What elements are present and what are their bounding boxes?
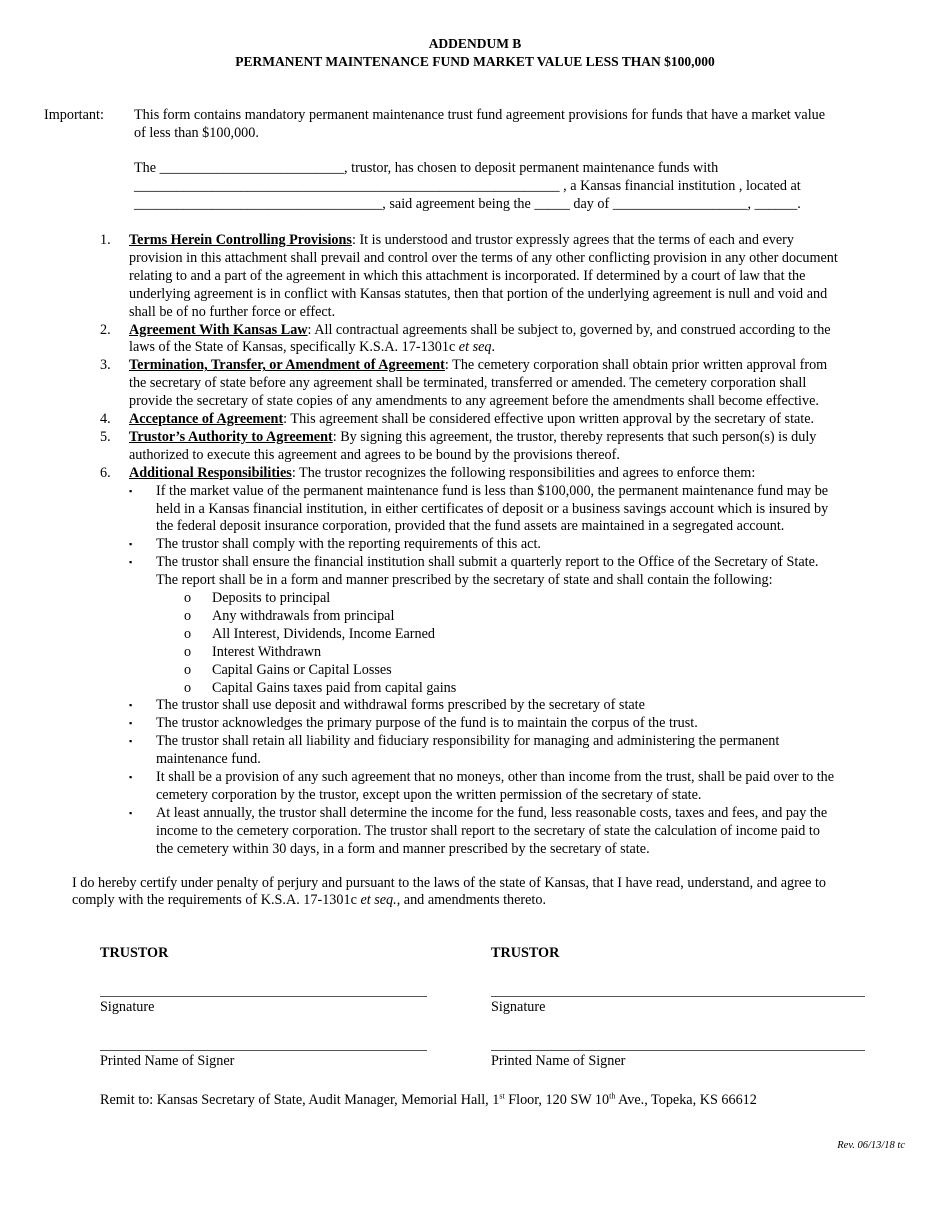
printed-name-line-left[interactable] — [100, 1050, 427, 1051]
sub-bullet-icon: o — [184, 625, 192, 642]
report-item: All Interest, Dividends, Income Earned — [212, 625, 435, 642]
provision-title: Agreement With Kansas Law — [129, 321, 308, 338]
certification-line1: I do hereby certify under penalty of perjury and pursuant to the laws of the state of Kansas, that I have read, understand, and agree to — [72, 875, 827, 891]
bullet-text: income to the cemetery corporation. The trustor shall report to the secretary of state the calculation of income paid to — [156, 822, 820, 839]
bullet-text: The trustor shall ensure the financial institution shall submit a quarterly report to the Office of the Secretary of State. — [156, 554, 819, 571]
bullet-text: The report shall be in a form and manner prescribed by the secretary of state and shall contain the following: — [156, 572, 773, 589]
provision-line: Additional Responsibilities: The trustor recognizes the following responsibilities and agrees to enforce them: — [129, 464, 756, 481]
bullet-icon: ▪ — [129, 736, 133, 747]
trustor-heading-right: TRUSTOR — [491, 945, 560, 961]
bullet-text: The trustor acknowledges the primary purpose of the fund is to maintain the corpus of the trust. — [156, 715, 698, 732]
provision-line: laws of the State of Kansas, specifically K.S.A. 17-1301c et seq. — [129, 339, 496, 356]
sub-bullet-icon: o — [184, 607, 192, 624]
bullet-text: If the market value of the permanent maintenance fund is less than $100,000, the permanent maintenance fund may be — [156, 482, 829, 499]
bullet-text: The trustor shall retain all liability and fiduciary responsibility for managing and administering the permanent — [156, 733, 780, 750]
bullet-icon: ▪ — [129, 700, 133, 711]
signature-line-left[interactable] — [100, 996, 427, 997]
provision-line: Trustor’s Authority to Agreement: By signing this agreement, the trustor, thereby represents that such person(s) is duly — [129, 428, 817, 445]
bullet-icon: ▪ — [129, 557, 133, 568]
sub-bullet-icon: o — [184, 661, 192, 678]
certification-line2: comply with the requirements of K.S.A. 17-1301c et seq., and amendments thereto. — [72, 892, 547, 908]
provision-line: authorized to execute this agreement and agrees to be bound by the provisions thereof. — [129, 446, 620, 463]
revision-note: Rev. 06/13/18 tc — [837, 1140, 905, 1151]
trustor-heading-left: TRUSTOR — [100, 945, 169, 961]
provision-number: 6. — [100, 464, 111, 481]
bullet-text: The trustor shall comply with the reporting requirements of this act. — [156, 536, 541, 553]
institution-fill-line[interactable]: ____________________________________________________________ , a Kansas financial institution , located at — [134, 178, 801, 194]
bullet-text: held in a Kansas financial institution, in either certificates of deposit or a business savings account which is insured by — [156, 500, 829, 517]
printed-name-label-left: Printed Name of Signer — [100, 1053, 235, 1069]
provision-line: Termination, Transfer, or Amendment of Agreement: The cemetery corporation shall obtain prior written approval from — [129, 357, 828, 374]
bullet-text: the federal deposit insurance corporation, provided that the fund assets are maintained in a segregated account. — [156, 518, 785, 535]
provision-line: relating to and a part of the agreement in which this attachment is incorporated. If determined by a court of law that the — [129, 267, 806, 284]
provision-line: Terms Herein Controlling Provisions: It is understood and trustor expressly agrees that the terms of each and every — [129, 232, 794, 248]
provision-line: shall be of no further force or effect. — [129, 303, 336, 320]
provision-number: 5. — [100, 428, 111, 445]
report-item: Capital Gains or Capital Losses — [212, 661, 392, 678]
bullet-text: The trustor shall use deposit and withdrawal forms prescribed by the secretary of state — [156, 697, 645, 714]
provision-title: Terms Herein Controlling Provisions — [129, 232, 352, 248]
bullet-text: cemetery corporation by the trustor, except upon the written permission of the secretary of state. — [156, 786, 702, 803]
report-item: Capital Gains taxes paid from capital gains — [212, 679, 457, 696]
bullet-text: It shall be a provision of any such agreement that no moneys, other than income from the trust, shall be paid over to the — [156, 769, 835, 785]
provision-title: Trustor’s Authority to Agreement — [129, 428, 333, 445]
bullet-text: the cemetery within 30 days, in a form and manner prescribed by the secretary of state. — [156, 840, 650, 857]
trustor-fill-line[interactable]: The __________________________, trustor, has chosen to deposit permanent maintenance funds with — [134, 160, 719, 176]
sub-bullet-icon: o — [184, 679, 192, 696]
provision-number: 3. — [100, 357, 111, 374]
signature-line-right[interactable] — [491, 996, 865, 997]
important-text-line2: of less than $100,000. — [134, 125, 259, 141]
provision-line: provide the secretary of state copies of any amendments to any agreement before the amendments shall become effective. — [129, 393, 819, 410]
bullet-text: maintenance fund. — [156, 751, 261, 768]
provision-number: 1. — [100, 232, 111, 248]
bullet-icon: ▪ — [129, 807, 133, 818]
remit-address: Remit to: Kansas Secretary of State, Audit Manager, Memorial Hall, 1st Floor, 120 SW 10th Ave., Topeka, KS 66612 — [100, 1091, 757, 1108]
page-title: ADDENDUM B — [428, 36, 522, 51]
signature-label-left: Signature — [100, 999, 155, 1015]
report-item: Deposits to principal — [212, 590, 331, 606]
printed-name-label-right: Printed Name of Signer — [491, 1053, 626, 1069]
provision-line: Acceptance of Agreement: This agreement shall be considered effective upon written approval by the secretary of state. — [129, 411, 815, 427]
report-item: Interest Withdrawn — [212, 643, 322, 660]
provision-line: provision in this attachment shall prevail and control over the terms of any other conflicting provision in any other document — [129, 249, 838, 266]
sub-bullet-icon: o — [184, 590, 192, 606]
bullet-icon: ▪ — [129, 539, 133, 550]
bullet-icon: ▪ — [129, 772, 133, 782]
bullet-text: At least annually, the trustor shall determine the income for the fund, less reasonable costs, taxes and fees, and pay the — [156, 804, 828, 821]
signature-label-right: Signature — [491, 999, 546, 1015]
provision-title: Acceptance of Agreement — [129, 411, 284, 427]
sub-bullet-icon: o — [184, 643, 192, 660]
provision-number: 4. — [100, 411, 111, 427]
provision-title: Termination, Transfer, or Amendment of Agreement — [129, 357, 445, 374]
provision-line: Agreement With Kansas Law: All contractual agreements shall be subject to, governed by, and construed according to the — [129, 321, 831, 338]
location-date-fill-line[interactable]: ___________________________________, said agreement being the _____ day of ___________________, ______. — [134, 196, 801, 212]
bullet-icon: ▪ — [129, 485, 133, 496]
provision-title: Additional Responsibilities — [129, 464, 292, 481]
important-text-line1: This form contains mandatory permanent maintenance trust fund agreement provisions for funds that have a market value — [134, 107, 826, 123]
bullet-icon: ▪ — [129, 718, 133, 729]
page-subtitle: PERMANENT MAINTENANCE FUND MARKET VALUE LESS THAN $100,000 — [235, 54, 715, 69]
provision-number: 2. — [100, 321, 111, 338]
provision-line: underlying agreement is in conflict with Kansas statutes, then that portion of the underlying agreement is null and void and — [129, 285, 828, 302]
printed-name-line-right[interactable] — [491, 1050, 865, 1051]
report-item: Any withdrawals from principal — [212, 607, 395, 624]
provision-line: the secretary of state before any agreement shall be terminated, transferred or amended. The cemetery corporation shall — [129, 375, 807, 392]
important-label: Important: — [44, 107, 104, 123]
